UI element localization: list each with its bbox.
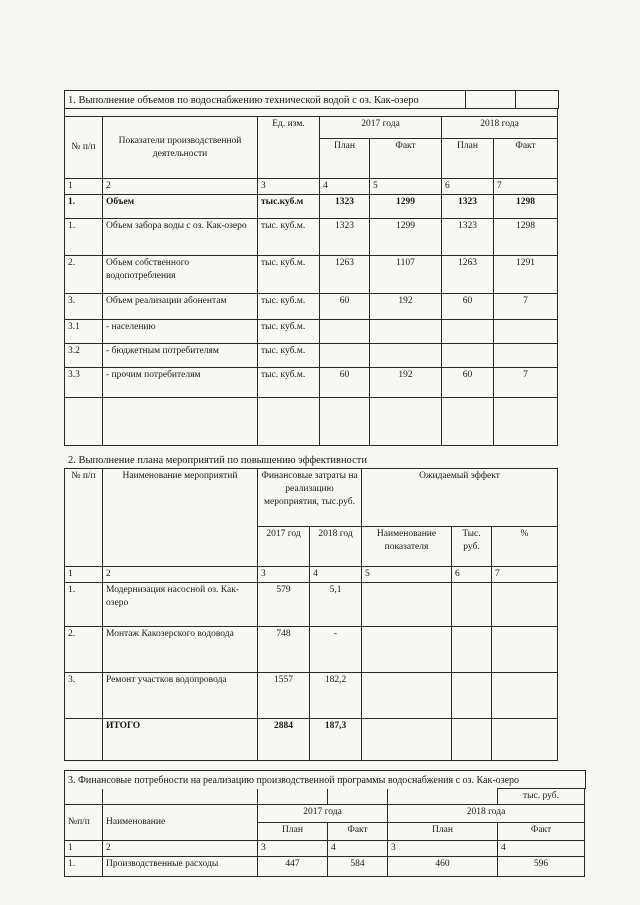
s2-row-2018: 5,1 (310, 583, 362, 627)
s3-row-plan-2018: 460 (388, 857, 498, 877)
table-row (65, 583, 558, 627)
table-row (65, 255, 558, 293)
s1-row-plan-2018: 1323 (442, 194, 494, 218)
s3-head-fact-2017: Факт (328, 823, 388, 841)
s2-total-2018: 187,3 (310, 719, 362, 761)
s2-row-name: Модернизация насосной оз. Как-озеро (103, 583, 258, 627)
s1-row-name: Объем забора воды с оз. Как-озеро (103, 218, 258, 255)
s1-head-num: № п/п (65, 117, 103, 179)
s1-row-plan-2017: 1323 (320, 194, 370, 218)
s1-row-unit: тыс.куб.м (258, 194, 320, 218)
s1-row-fact-2017: 1107 (370, 255, 442, 293)
section2-table (64, 468, 558, 761)
s1-colnum: 1 (65, 179, 103, 195)
s1-head-plan-2017: План (320, 139, 370, 179)
s2-row-num: 2. (65, 627, 103, 673)
s2-head-2018: 2018 год (310, 527, 362, 567)
s1-row-fact-2018: 1298 (494, 194, 558, 218)
table-row (65, 218, 558, 255)
s3-unit-note: тыс. руб. (498, 789, 585, 805)
s2-row-name: Монтаж Какозерского водовода (103, 627, 258, 673)
s3-row-num: 1. (65, 857, 103, 877)
s3-head-2017: 2017 года (258, 805, 388, 823)
s1-row-plan-2017: 1263 (320, 255, 370, 293)
s3-head-name: Наименование (103, 805, 258, 841)
s2-colnum: 1 (65, 567, 103, 583)
s1-row-name: - населению (103, 319, 258, 343)
s2-row-num: 1. (65, 583, 103, 627)
table-row-total (65, 719, 558, 761)
s3-row-fact-2018: 596 (498, 857, 585, 877)
s1-row-fact-2017: 192 (370, 367, 442, 397)
s1-row-num: 1. (65, 218, 103, 255)
s1-row-unit: тыс. куб.м. (258, 343, 320, 367)
s2-colnum: 6 (452, 567, 492, 583)
s2-row-2018: 182,2 (310, 673, 362, 719)
s2-row-2018: - (310, 627, 362, 673)
s1-row-fact-2017: 1299 (370, 194, 442, 218)
s2-head-num: № п/п (65, 469, 103, 567)
s1-colnum: 3 (258, 179, 320, 195)
s1-row-fact-2018: 1291 (494, 255, 558, 293)
table-row-empty (65, 397, 558, 445)
s1-row-num: 1. (65, 194, 103, 218)
s3-row-plan-2017: 447 (258, 857, 328, 877)
s3-colnum: 2 (103, 841, 258, 857)
section3-title: 3. Финансовые потребности на реализацию производственной программы водоснабжения с оз. Как-озеро (68, 775, 520, 786)
s1-row-unit: тыс. куб.м. (258, 218, 320, 255)
s2-head-measures: Наименование мероприятий (103, 469, 258, 567)
s1-colnum: 5 (370, 179, 442, 195)
s3-head-plan-2017: План (258, 823, 328, 841)
s2-head-effect: Ожидаемый эффект (362, 469, 558, 527)
section1-table (64, 108, 558, 446)
table-row (65, 194, 558, 218)
s1-row-name: - прочим потребителям (103, 367, 258, 397)
table-row (65, 367, 558, 397)
s2-total-2017: 2884 (258, 719, 310, 761)
s3-head-fact-2018: Факт (498, 823, 585, 841)
s2-head-pct: % (492, 527, 558, 567)
s1-head-unit: Ед. изм. (258, 117, 320, 179)
s1-row-plan-2018: 60 (442, 293, 494, 319)
s1-row-unit: тыс. куб.м. (258, 319, 320, 343)
s1-head-indicators: Показатели производственной деятельности (103, 117, 258, 179)
s3-row-fact-2017: 584 (328, 857, 388, 877)
s3-colnum: 3 (258, 841, 328, 857)
s1-head-2018: 2018 года (442, 117, 558, 139)
s2-colnum: 7 (492, 567, 558, 583)
s2-row-name: Ремонт участков водопровода (103, 673, 258, 719)
s1-row-num: 3.1 (65, 319, 103, 343)
s1-row-plan-2018: 1323 (442, 218, 494, 255)
s2-row-2017: 579 (258, 583, 310, 627)
s2-total-label: ИТОГО (103, 719, 258, 761)
s1-row-fact-2017: 192 (370, 293, 442, 319)
s3-head-2018: 2018 года (388, 805, 585, 823)
table-row (65, 293, 558, 319)
s1-colnum: 2 (103, 179, 258, 195)
s1-colnum: 4 (320, 179, 370, 195)
section2-title: 2. Выполнение плана мероприятий по повышению эффективности (68, 455, 367, 466)
s1-colnum: 7 (494, 179, 558, 195)
s1-row-plan-2018: 1263 (442, 255, 494, 293)
s3-head-plan-2018: План (388, 823, 498, 841)
table-row (65, 857, 585, 877)
s1-row-name: Объем (103, 194, 258, 218)
s1-head-2017: 2017 года (320, 117, 442, 139)
table-row (65, 627, 558, 673)
section1-title: 1. Выполнение объемов по водоснабжению технической водой с оз. Как-озеро (68, 95, 419, 106)
s2-row-2017: 748 (258, 627, 310, 673)
s3-colnum: 4 (328, 841, 388, 857)
s1-row-fact-2018: 7 (494, 293, 558, 319)
s1-row-num: 3.3 (65, 367, 103, 397)
s1-row-fact-2017: 1299 (370, 218, 442, 255)
table-row (65, 343, 558, 367)
s1-colnum: 6 (442, 179, 494, 195)
s2-colnum: 4 (310, 567, 362, 583)
s2-head-costs: Финансовые затраты на реализацию мероприятия, тыс.руб. (258, 469, 362, 527)
s2-colnum: 2 (103, 567, 258, 583)
s2-colnum: 3 (258, 567, 310, 583)
s1-row-name: Объем собственного водопотребления (103, 255, 258, 293)
s2-colnum: 5 (362, 567, 452, 583)
s2-row-2017: 1557 (258, 673, 310, 719)
s1-row-num: 2. (65, 255, 103, 293)
s2-head-indicator: Наименование показателя (362, 527, 452, 567)
s1-row-plan-2017: 60 (320, 367, 370, 397)
s1-row-fact-2018: 1298 (494, 218, 558, 255)
s1-row-plan-2017: 1323 (320, 218, 370, 255)
s1-row-fact-2018: 7 (494, 367, 558, 397)
s1-row-unit: тыс. куб.м. (258, 367, 320, 397)
s3-row-name: Производственные расходы (103, 857, 258, 877)
s3-colnum: 1 (65, 841, 103, 857)
s2-head-2017: 2017 год (258, 527, 310, 567)
s1-head-fact-2017: Факт (370, 139, 442, 179)
s1-row-unit: тыс. куб.м. (258, 255, 320, 293)
s1-row-name: Объем реализации абонентам (103, 293, 258, 319)
s2-row-num: 3. (65, 673, 103, 719)
s3-head-num: №п/п (65, 805, 103, 841)
section3-table (64, 788, 585, 877)
s1-head-fact-2018: Факт (494, 139, 558, 179)
s1-row-unit: тыс. куб.м. (258, 293, 320, 319)
s1-row-plan-2017: 60 (320, 293, 370, 319)
table-row (65, 319, 558, 343)
s3-colnum: 3 (388, 841, 498, 857)
s1-row-num: 3. (65, 293, 103, 319)
s1-head-plan-2018: План (442, 139, 494, 179)
s1-row-name: - бюджетным потребителям (103, 343, 258, 367)
table-row (65, 673, 558, 719)
s3-colnum: 4 (498, 841, 585, 857)
s2-head-thous: Тыс. руб. (452, 527, 492, 567)
s1-row-num: 3.2 (65, 343, 103, 367)
s1-row-plan-2018: 60 (442, 367, 494, 397)
